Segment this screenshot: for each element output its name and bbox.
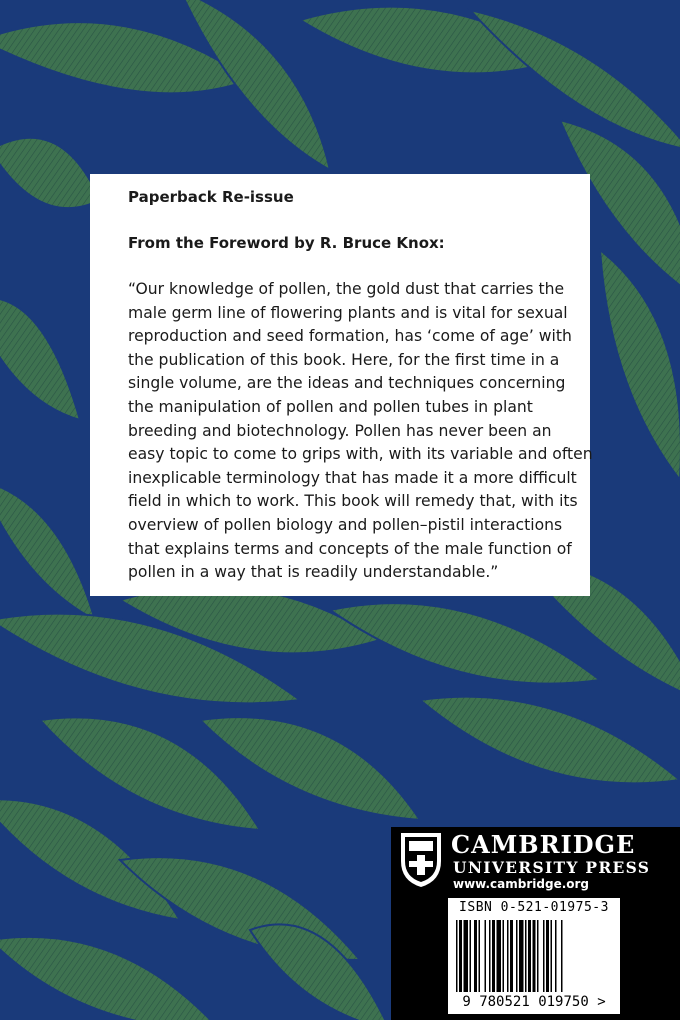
publisher-name: CAMBRIDGE xyxy=(451,830,636,859)
quote-line: easy topic to come to grips with, with its variable and often xyxy=(128,445,593,464)
quote-line: that explains terms and concepts of the male function of xyxy=(128,539,572,558)
quote-line: male germ line of flowering plants and is vital for sexual xyxy=(128,303,568,322)
quote-line: “Our knowledge of pollen, the gold dust that carries the xyxy=(128,280,565,298)
publisher-block xyxy=(391,827,680,1020)
quote-line: the publication of this book. Here, for the first time in a xyxy=(128,350,560,369)
publisher-url: www.cambridge.org xyxy=(453,877,590,891)
reissue-heading: Paperback Re-issue xyxy=(128,188,294,206)
publisher-subname: UNIVERSITY PRESS xyxy=(453,858,651,877)
foreword-panel xyxy=(90,174,593,596)
quote-line: breeding and biotechnology. Pollen has never been an xyxy=(128,421,552,440)
cambridge-shield-icon xyxy=(399,831,443,889)
barcode-bars xyxy=(454,920,614,992)
isbn-text: ISBN 0-521-01975-3 xyxy=(459,900,609,915)
foreword-quote xyxy=(128,278,593,585)
ean-text: 9 780521 019750 > xyxy=(462,994,606,1010)
quote-line: the manipulation of pollen and pollen tubes in plant xyxy=(128,397,533,416)
quote-line: pollen in a way that is readily understandable.” xyxy=(128,563,499,582)
foreword-heading: From the Foreword by R. Bruce Knox: xyxy=(128,234,445,252)
quote-line: overview of pollen biology and pollen–pistil interactions xyxy=(128,515,563,534)
barcode-box xyxy=(448,898,620,1014)
quote-line: inexplicable terminology that has made it a more difficult xyxy=(128,468,577,487)
quote-line: single volume, are the ideas and techniques concerning xyxy=(128,374,566,393)
quote-line: reproduction and seed formation, has ‘come of age’ with xyxy=(128,327,572,346)
quote-line: field in which to work. This book will remedy that, with its xyxy=(128,492,578,511)
